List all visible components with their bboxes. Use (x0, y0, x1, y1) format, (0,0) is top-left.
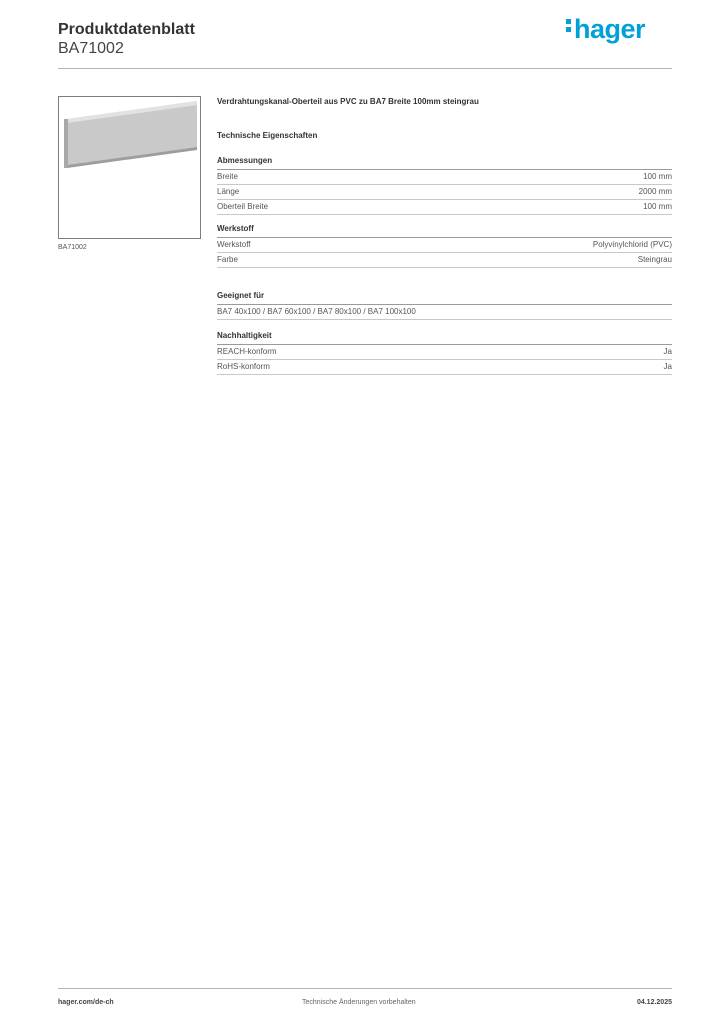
table-row: Farbe Steingrau (217, 253, 672, 268)
group-title: Abmessungen (217, 156, 672, 170)
group-title: Werkstoff (217, 224, 672, 238)
group-dimensions (217, 156, 672, 215)
table-row: Länge 2000 mm (217, 185, 672, 200)
table-row: REACH-konform Ja (217, 345, 672, 360)
group-material (217, 224, 672, 268)
hager-logo (566, 14, 645, 45)
article-number: BA71002 (58, 40, 124, 57)
section-title: Technische Eigenschaften (217, 131, 318, 140)
table-row: Werkstoff Polyvinylchlorid (PVC) (217, 238, 672, 253)
footer-website[interactable]: hager.com/de-ch (58, 999, 114, 1006)
logo-text: hager (574, 14, 646, 44)
footer-notice: Technische Änderungen vorbehalten (302, 999, 416, 1006)
table-row: RoHS-konform Ja (217, 360, 672, 375)
group-title: Nachhaltigkeit (217, 331, 672, 345)
footer-date: 04.12.2025 (636, 999, 672, 1006)
group-suitable (217, 291, 672, 320)
table-row: Breite 100 mm (217, 170, 672, 185)
table-row: BA7 40x100 / BA7 60x100 / BA7 80x100 / BA7 100x100 (217, 305, 672, 320)
image-caption: BA71002 (58, 244, 87, 251)
group-sustainability (217, 331, 672, 375)
footer-divider (58, 988, 672, 989)
table-row: Oberteil Breite 100 mm (217, 200, 672, 215)
product-title: Verdrahtungskanal-Oberteil aus PVC zu BA7 Breite 100mm steingrau (217, 97, 479, 106)
product-image (58, 96, 201, 239)
cable-duct-cover-icon (59, 97, 200, 238)
header-divider (58, 68, 672, 69)
logo-dots-icon (566, 16, 572, 35)
group-title: Geeignet für (217, 291, 672, 305)
page-title: Produktdatenblatt (58, 21, 195, 38)
